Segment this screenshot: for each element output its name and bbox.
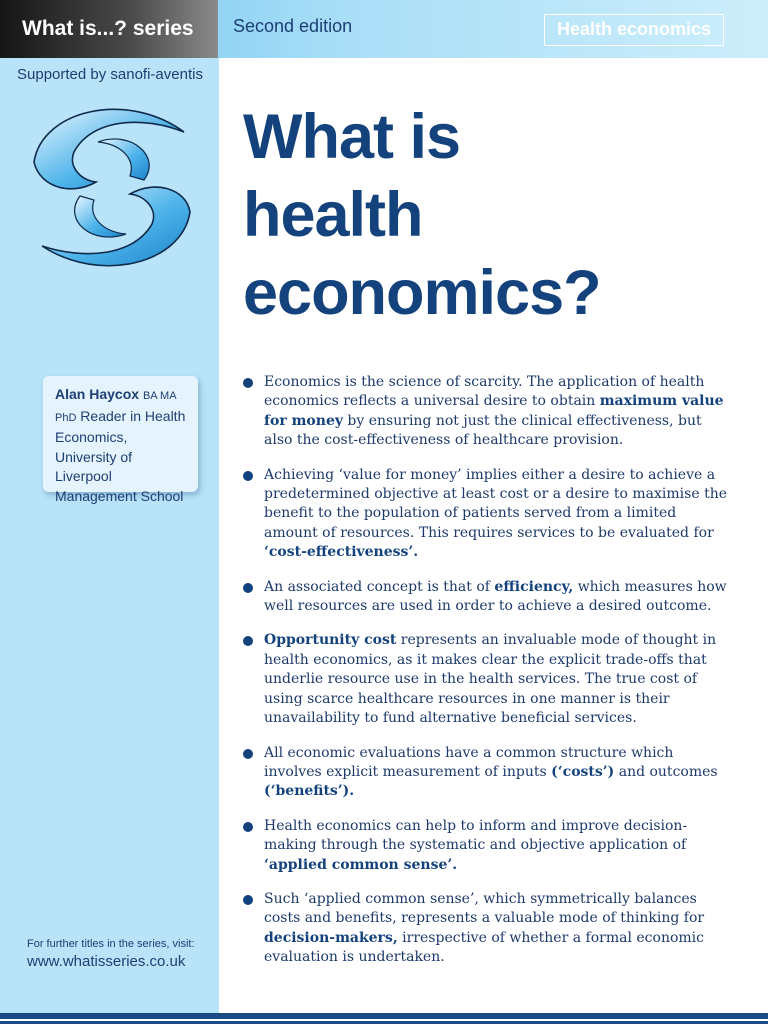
header-bar: [0, 0, 768, 58]
sidebar: [0, 58, 219, 1014]
author-degrees: BA MA: [142, 390, 177, 402]
bottom-divider: [0, 1013, 768, 1019]
series-label: What is...? series: [0, 0, 218, 58]
list-item: Economics is the science of scarcity. The application of health economics reflects a universal desire to obtain maximum value for money by ensuring not just the clinical effectiveness, but also the cost-effectiveness of healthcare provision.: [243, 373, 728, 451]
swirl-logo-icon: [22, 100, 202, 278]
bullet-icon: [243, 378, 253, 388]
bullet-icon: [243, 749, 253, 759]
title-line-1: What is: [243, 102, 461, 172]
sponsor-line: Supported by sanofi-aventis: [17, 66, 203, 83]
page-title: [243, 98, 601, 332]
author-degrees-phd: PhD: [55, 411, 77, 424]
key-points-list: [243, 373, 728, 968]
topic-badge: Health economics: [544, 14, 724, 46]
author-card: [43, 376, 198, 504]
list-item: Achieving ‘value for money’ implies either a desire to achieve a predetermined objective at least cost or a desire to maximise the benefit to the population of patients served from a limited amount of resources. This requires services to be evaluated for ‘cost-effectiveness’.: [243, 466, 728, 563]
author-name: Alan Haycox: [55, 386, 140, 402]
list-item: All economic evaluations have a common structure which involves explicit measurement of inputs (‘costs’) and outcomes (‘benefits’).: [243, 744, 728, 802]
bullet-icon: [243, 583, 253, 593]
bullet-icon: [243, 822, 253, 832]
further-titles-label: For further titles in the series, visit:: [27, 938, 195, 950]
author-role: Reader in Health Economics, University of Liverpool Management School: [55, 407, 186, 504]
website-link[interactable]: www.whatisseries.co.uk: [27, 953, 186, 970]
list-item: Such ‘applied common sense’, which symmetrically balances costs and benefits, represents a valuable mode of thinking for decision-makers, irrespective of whether a formal economic evaluation is undertaken.: [243, 890, 728, 968]
bullet-icon: [243, 895, 253, 905]
list-item: Health economics can help to inform and improve decision-making through the systematic and objective application of ‘applied common sense’.: [243, 817, 728, 875]
bullet-icon: [243, 636, 253, 646]
title-line-2: health: [243, 180, 423, 250]
list-item: Opportunity cost represents an invaluable mode of thought in health economics, as it makes clear the explicit trade-offs that underlie resource use in the health services. The true cost of using scarce healthcare resources in one manner is their unavailability to fund alternative beneficial services.: [243, 631, 728, 728]
edition-label: Second edition: [233, 16, 353, 36]
bullet-icon: [243, 471, 253, 481]
list-item: An associated concept is that of efficiency, which measures how well resources are used in order to achieve a desired outcome.: [243, 578, 728, 617]
title-line-3: economics?: [243, 258, 601, 328]
